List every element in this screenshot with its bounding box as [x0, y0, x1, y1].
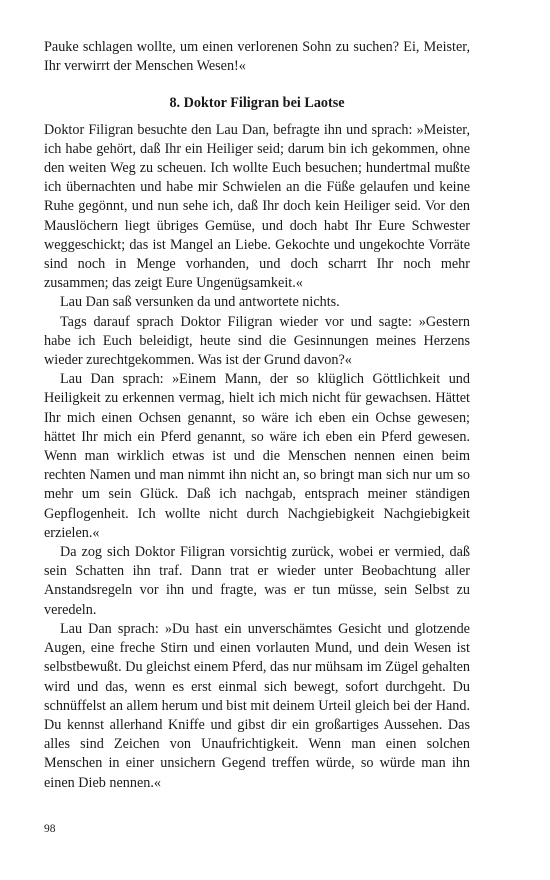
paragraph-2: Lau Dan saß versunken da und antwortete nichts. — [60, 294, 340, 311]
paragraph-6: Lau Dan sprach: »Du hast ein unverschämtes Gesicht und glotzende Augen, eine freche Stirn und einen vorlauten Mund, und dein Wesen ist selbstbewußt. Du gleichst einem Pferd, das nur mühsam im Zügel gehalten wird und das, wenn es erst einmal sich bewegt, sofort durchgeht. Du schnüffelst an allem herum und bist mit deinem Urteil gleich bei der Hand. Du kennst allerhand Kniffe und gibst dir ein großartiges Aussehen. Das alles sind Zeichen von Unaufrichtigkeit. Wenn man einen solchen Menschen in einer unsichern Gegend treffen würde, so würde man ihn einen Dieb nennen.« — [44, 620, 470, 791]
section-title: 8. Doktor Filigran bei Laotse — [169, 95, 345, 112]
page-number: 98 — [44, 823, 56, 835]
paragraph-3: Tags darauf sprach Doktor Filigran wieder vor und sagte: »Gestern habe ich Euch beleidigt, heute sind die Gesinnungen meines Herzens wieder zurechtgekommen. Was ist der Grund davon?« — [44, 313, 470, 369]
page-body — [44, 38, 470, 793]
opening-paragraph: Pauke schlagen wollte, um einen verlorenen Sohn zu suchen? Ei, Meister, Ihr verwirrt der Menschen Wesen!« — [44, 39, 470, 75]
paragraph-5: Da zog sich Doktor Filigran vorsichtig zurück, wobei er vermied, daß sein Schatten ihn traf. Dann trat er wieder unter Beobachtung aller Anstandsregeln vor ihn und fragte, was er tun müsse, sein Selbst zu veredeln. — [44, 544, 470, 618]
paragraph-4: Lau Dan sprach: »Einem Mann, der so klüglich Göttlichkeit und Heiligkeit zu erkennen vermag, hielt ich mich nicht für gewachsen. Hättet Ihr mich einen Ochsen genannt, so wäre ich eben ein Ochse gewesen; hättet Ihr mich ein Pferd genannt, so wäre ich eben ein Pferd gewesen. Wenn man wirklich etwas ist und die Menschen nennen einen beim rechten Namen und man nimmt ihn nicht an, so bringt man sich nur um so mehr um sein Glück. Daß ich nachgab, entsprach meiner ständigen Gepflogenheit. Ich wollte nicht durch Nachgiebigkeit Nachgiebigkeit erzielen.« — [44, 371, 470, 541]
paragraph-1: Doktor Filigran besuchte den Lau Dan, befragte ihn und sprach: »Meister, ich habe gehört, daß Ihr ein Heiliger seid; darum bin ich gekommen, ohne den weiten Weg zu scheuen. Ich wollte Euch besuchen; hundertmal mußte ich übernachten und habe mir Schwielen an die Füße gelaufen und keine Ruhe gegönnt, und nun sehe ich, daß Ihr doch kein Heiliger seid. Vor den Mauslöchern liegt übriges Gemüse, und doch habt Ihr Eure Schwester weggeschickt; das ist Mangel an Liebe. Gekochte und ungekochte Vorräte sind noch in Menge vorhanden, und doch scharrt Ihr noch mehr zusammen; das zeigt Eure Ungenügsamkeit.« — [44, 121, 470, 292]
